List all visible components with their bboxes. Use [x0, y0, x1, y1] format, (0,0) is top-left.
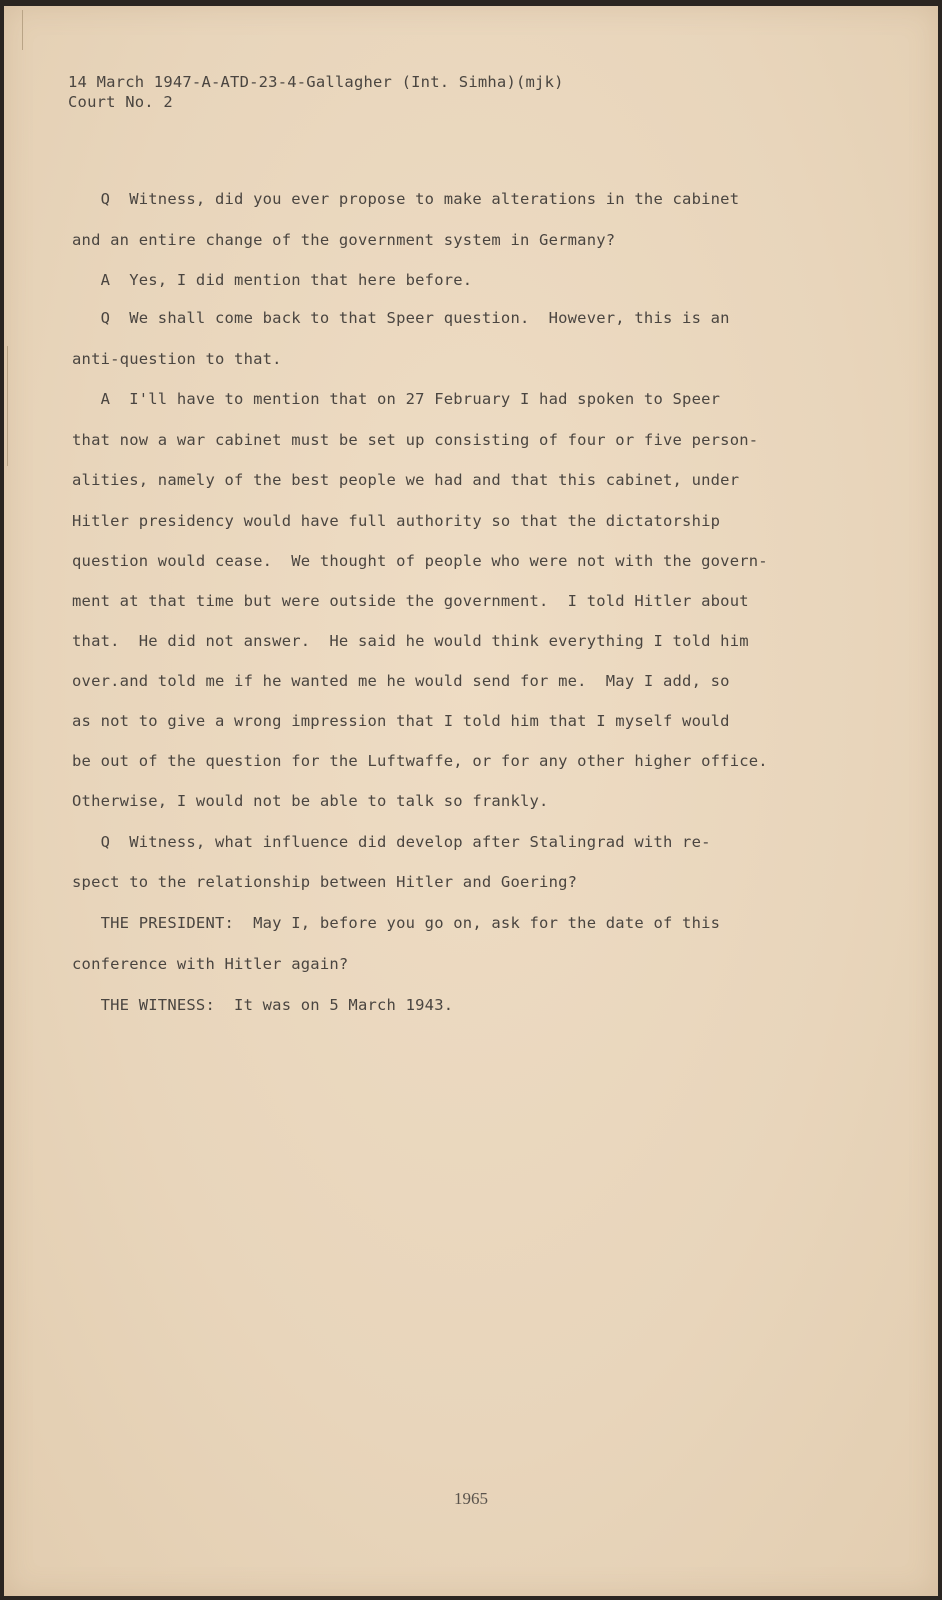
- testimony-line: THE PRESIDENT: May I, before you go on, ask for the date of this: [72, 914, 721, 932]
- testimony-line: Q We shall come back to that Speer question. However, this is an: [72, 309, 730, 327]
- testimony-line: be out of the question for the Luftwaffe, or for any other higher office.: [72, 752, 768, 770]
- testimony-line: Otherwise, I would not be able to talk so frankly.: [72, 792, 549, 810]
- header-reference-line: 14 March 1947-A-ATD-23-4-Gallagher (Int. Simha)(mjk): [68, 73, 564, 91]
- margin-mark-mid: [7, 346, 8, 466]
- page-number: 1965: [454, 1489, 488, 1508]
- testimony-line: over.and told me if he wanted me he would send for me. May I add, so: [72, 672, 730, 690]
- testimony-line: A Yes, I did mention that here before.: [72, 271, 473, 289]
- testimony-line: THE WITNESS: It was on 5 March 1943.: [72, 996, 454, 1014]
- margin-mark-top: [22, 10, 23, 50]
- testimony-line: as not to give a wrong impression that I told him that I myself would: [72, 712, 730, 730]
- testimony-line: and an entire change of the government system in Germany?: [72, 231, 616, 249]
- testimony-line: that now a war cabinet must be set up consisting of four or five person-: [72, 431, 759, 449]
- testimony-line: alities, namely of the best people we had and that this cabinet, under: [72, 471, 740, 489]
- testimony-line: Q Witness, did you ever propose to make alterations in the cabinet: [72, 190, 740, 208]
- testimony-line: Hitler presidency would have full authority so that the dictatorship: [72, 512, 721, 530]
- testimony-line: question would cease. We thought of people who were not with the govern-: [72, 552, 768, 570]
- testimony-line: conference with Hitler again?: [72, 955, 349, 973]
- header-court-line: Court No. 2: [68, 93, 173, 111]
- testimony-line: ment at that time but were outside the government. I told Hitler about: [72, 592, 749, 610]
- testimony-line: that. He did not answer. He said he would think everything I told him: [72, 632, 749, 650]
- testimony-line: spect to the relationship between Hitler and Goering?: [72, 873, 578, 891]
- testimony-line: A I'll have to mention that on 27 February I had spoken to Speer: [72, 390, 721, 408]
- testimony-line: Q Witness, what influence did develop after Stalingrad with re-: [72, 833, 711, 851]
- testimony-line: anti-question to that.: [72, 350, 282, 368]
- document-page: [4, 6, 938, 1596]
